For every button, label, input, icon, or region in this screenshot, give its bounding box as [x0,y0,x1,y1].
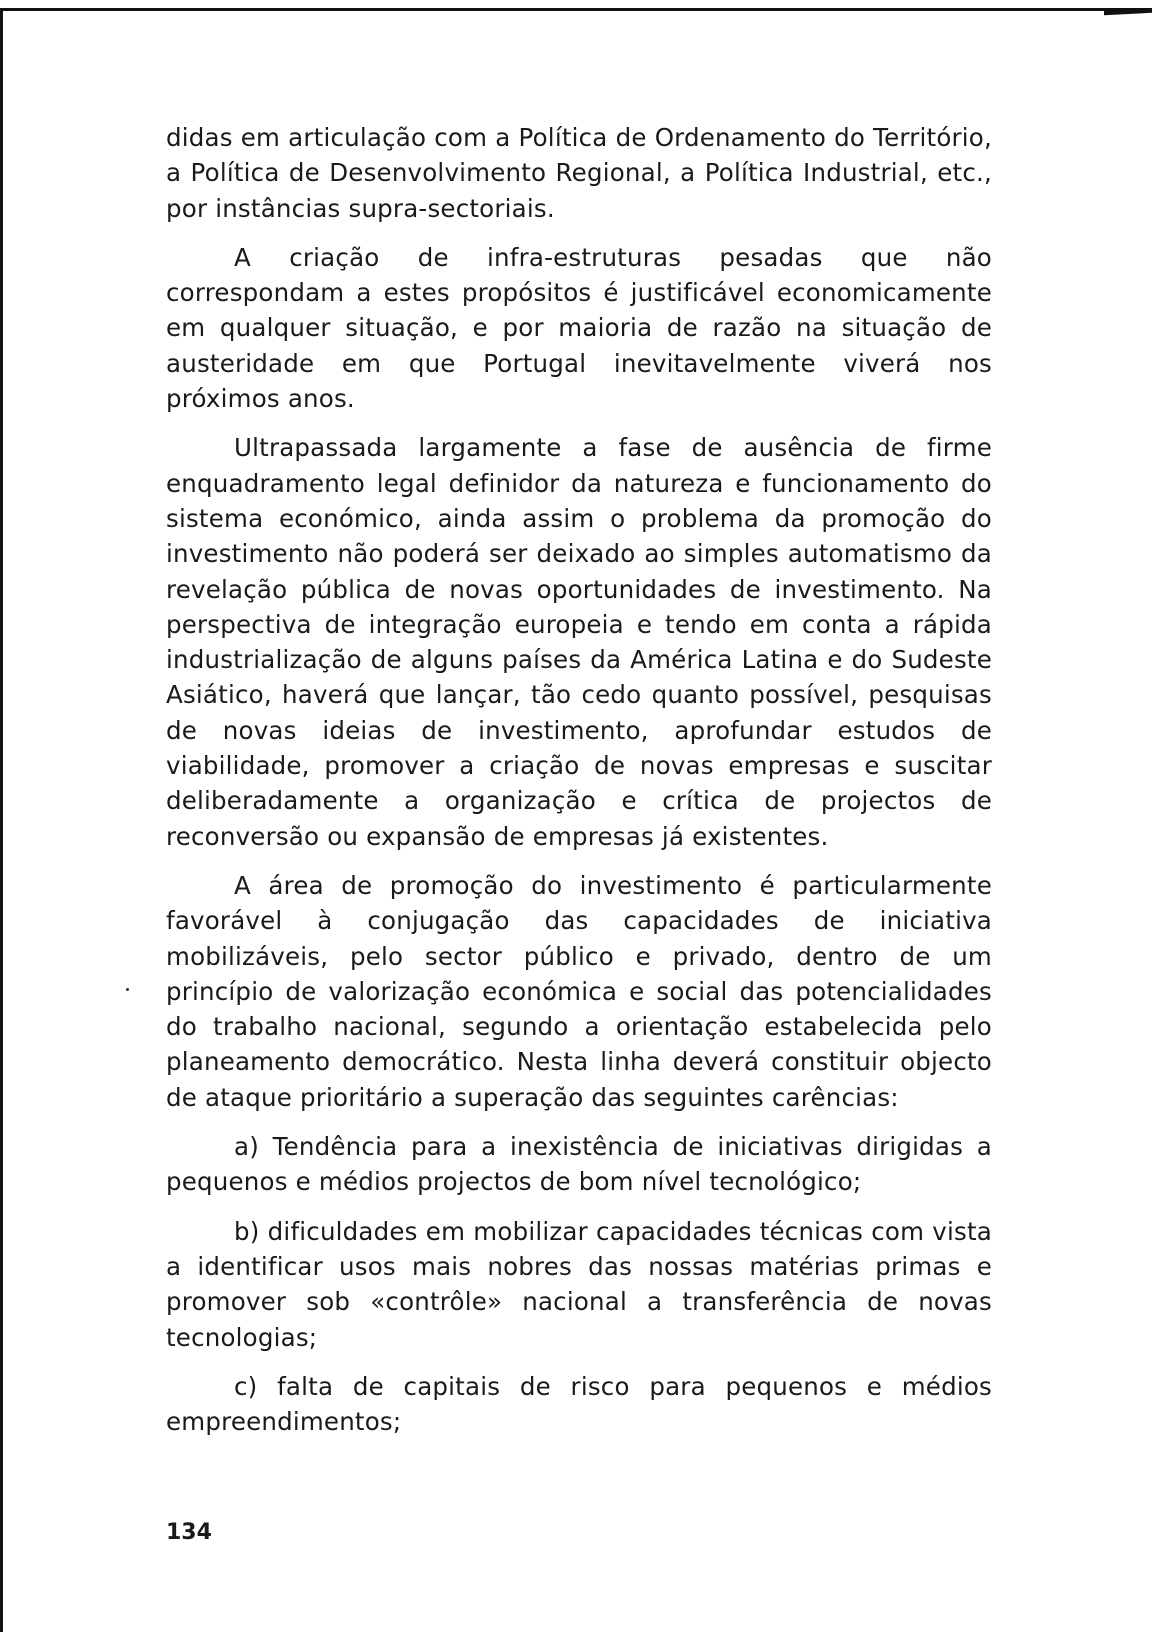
page-number: 134 [166,1520,212,1545]
page-border-left [0,8,3,1632]
list-item-c: c) falta de capitais de risco para pequenos e médios empreendimentos; [166,1371,992,1437]
paragraph-investment-promotion: Ultrapassada largamente a fase de ausência de firme enquadramento legal definidor da natureza e funcionamento do sistema económico, ainda assim o problema da promoção do investimento não poderá ser deixado ao simples automatismo da revelação pública de novas oportunidades de investimento. Na perspectiva de integração europeia e tendo em conta a rápida industrialização de alguns países da América Latina e do Sudeste Asiático, haverá que lançar, tão cedo quanto possível, pesquisas de novas ideias de investimento, aprofundar estudos de viabilidade, promover a criação de novas empresas e suscitar deliberadamente a organização e crítica de projectos de reconversão ou expansão de empresas já existentes. [166,433,992,851]
page-border-top [0,8,1108,11]
scan-speck [126,988,129,991]
paragraph-infrastructure: A criação de infra-estruturas pesadas que não correspondam a estes propósitos é justificável economicamente em qualquer situação, e por maioria de razão na situação de austeridade em que Portugal inevitavelmente viverá nos próximos anos. [166,242,992,414]
paragraph-promotion-area: A área de promoção do investimento é particularmente favorável à conjugação das capacidades de iniciativa mobilizáveis, pelo sector público e privado, dentro de um princípio de valorização económica e social das potencialidades do trabalho nacional, segundo a orientação estabelecida pelo planeamento democrático. Nesta linha deverá constituir objecto de ataque prioritário a superação das seguintes carências: [166,870,992,1112]
body-text [166,120,992,1453]
list-item-a: a) Tendência para a inexistência de iniciativas dirigidas a pequenos e médios projectos de bom nível tecnológico; [166,1132,992,1197]
list-item-b: b) dificuldades em mobilizar capacidades técnicas com vista a identificar usos mais nobres das nossas matérias primas e promover sob «contrôle» nacional a transferência de novas tecnologias; [166,1216,992,1352]
corner-mark [1104,8,1152,20]
paragraph-continuation: didas em articulação com a Política de Ordenamento do Território, a Política de Desenvolvimento Regional, a Política Industrial, etc., por instâncias supra-sectoriais. [166,123,992,223]
